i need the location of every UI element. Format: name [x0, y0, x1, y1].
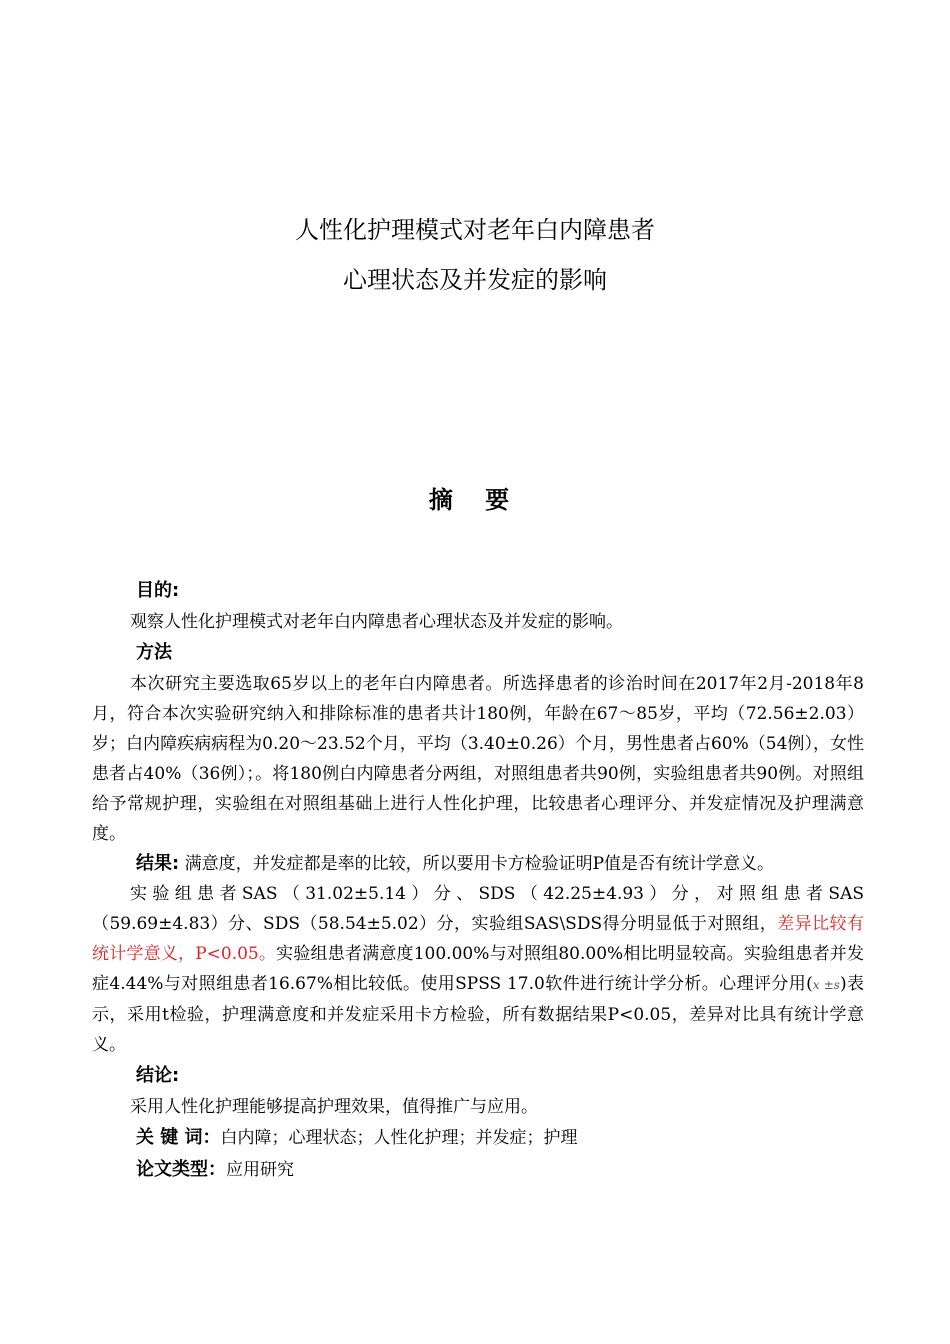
abstract-heading: 摘 要 — [428, 486, 522, 514]
keywords-line — [92, 1122, 864, 1154]
title-block — [0, 205, 950, 305]
conclusion-label: 结论: — [136, 1065, 180, 1086]
result-text-c: )表示，采用t检验，护理满意度和并发症采用卡方检验，所有数据结果P<0.05，差异对比具有统计学意义。 — [92, 974, 865, 1055]
result-text-b: 实验组患者满意度100.00%与对照组80.00%相比明显较高。实验组患者并发症4.44%与对照组患者16.67%相比较低。使用SPSS 17.0软件进行统计学分析。心理评分用( — [92, 944, 864, 994]
paper-type-label: 论文类型： — [136, 1159, 226, 1180]
method-text: 本次研究主要选取65岁以上的老年白内障患者。所选择患者的诊治时间在2017年2月-2018年8月，符合本次实验研究纳入和排除标准的患者共计180例，年龄在67～85岁，平均（72.56±2.03）岁；白内障疾病病程为0.20～23.52个月，平均（3.40±0.26）个月，男性患者占60%（54例），女性患者占40%（36例）；。将180例白内障患者分两组，对照组患者共90例，实验组患者共90例。对照组给予常规护理，实验组在对照组基础上进行人性化护理，比较患者心理评分、并发症情况及护理满意度。 — [92, 674, 864, 844]
keywords-text: 白内障；心理状态；人性化护理；并发症；护理 — [220, 1128, 578, 1148]
objective-label: 目的: — [136, 580, 180, 601]
result-intro-paragraph — [92, 849, 864, 879]
abstract-content — [92, 575, 864, 1186]
result-label: 结果: — [136, 853, 180, 874]
paper-type-line — [92, 1154, 864, 1186]
keywords-label: 关 键 词： — [136, 1127, 221, 1148]
method-label: 方法 — [136, 642, 172, 663]
paper-type-text: 应用研究 — [226, 1160, 294, 1180]
title-line-2: 心理状态及并发症的影响 — [343, 266, 607, 294]
result-significance-red: 差异比较有统计学意义，P<0.05。 — [92, 914, 864, 964]
objective-text: 观察人性化护理模式对老年白内障患者心理状态及并发症的影响。 — [130, 612, 623, 632]
result-text — [92, 879, 864, 1060]
conclusion-text: 采用人性化护理能够提高护理效果，值得推广与应用。 — [130, 1097, 538, 1117]
title-line-1: 人性化护理模式对老年白内障患者 — [295, 216, 655, 244]
mean-sd-symbol: x ±s — [812, 978, 840, 992]
result-intro: 满意度，并发症都是率的比较，所以要用卡方检验证明P值是否有统计学意义。 — [184, 854, 775, 874]
result-text-a: 实验组患者SAS（31.02±5.14）分、SDS（42.25±4.93）分，对照组患者SAS（59.69±4.83）分、SDS（58.54±5.02）分，实验组SAS\SDS得分明显低于对照组， — [92, 884, 864, 934]
